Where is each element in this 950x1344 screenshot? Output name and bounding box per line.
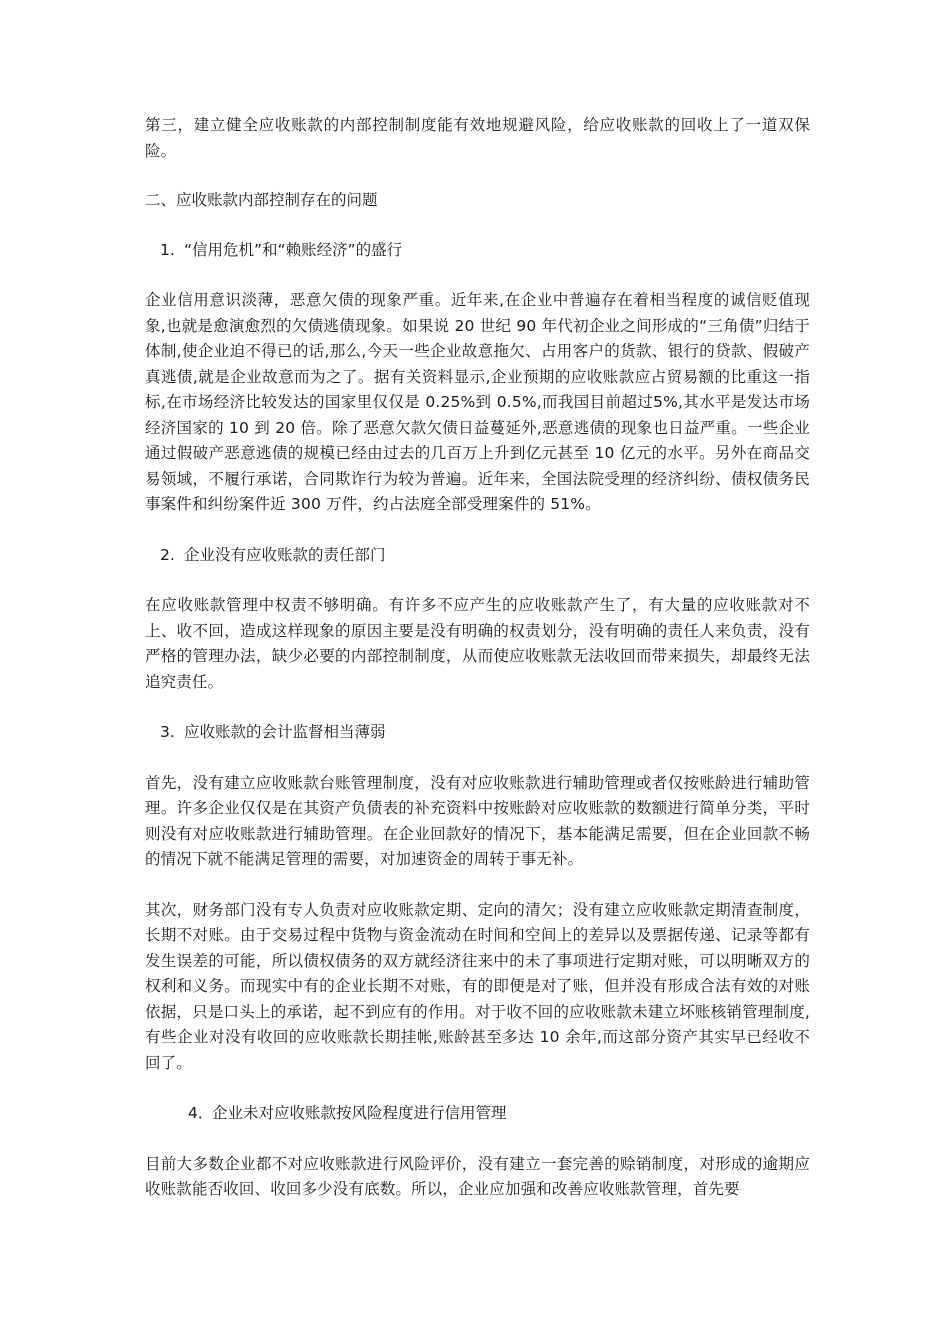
list-title: “信用危机”和“赖账经济”的盛行 — [184, 240, 403, 259]
list-heading-4 — [145, 1101, 810, 1127]
list-number: 1. — [160, 240, 175, 259]
intro-paragraph: 第三，建立健全应收账款的内部控制制度能有效地规避风险，给应收账款的回收上了一道双保险。 — [145, 116, 810, 160]
section-heading: 二、应收账款内部控制存在的问题 — [145, 191, 378, 209]
spacer — [145, 1127, 810, 1152]
body-paragraph: 其次，财务部门没有专人负责对应收账款定期、定向的清欠；没有建立应收账款定期清查制度，长期不对账。由于交易过程中货物与资金流动在时间和空间上的差异以及票据传递、记录等都有发生误差的可能，所以债权债务的双方就经济往来中的未了事项进行定期对账，可以明晰双方的权利和义务。而现实中有的企业长期不对账，有的即便是对了账，但并没有形成合法有效的对账依据，只是口头上的承诺，起不到应有的作用。对于收不回的应收账款未建立坏账核销管理制度,有些企业对没有收回的应收账款长期挂帐,账龄甚至多达 10 余年,而这部分资产其实早已经收不回了。 — [145, 900, 810, 1072]
spacer — [145, 1076, 810, 1101]
spacer — [145, 263, 810, 288]
spacer — [145, 695, 810, 720]
list-number: 4． — [188, 1104, 214, 1122]
spacer — [145, 568, 810, 593]
spacer — [145, 873, 810, 898]
list-title: 企业未对应收账款按风险程度进行信用管理 — [212, 1104, 507, 1122]
body-paragraph: 首先，没有建立应收账款台账管理制度，没有对应收账款进行辅助管理或者仅按账龄进行辅助管理。许多企业仅仅是在其资产负债表的补充资料中按账龄对应收账款的数额进行简单分类，平时则没有对应收账款进行辅助管理。在企业回款好的情况下，基本能满足需要，但在企业回款不畅的情况下就不能满足管理的需要，对加速资金的周转于事无补。 — [145, 773, 810, 868]
document-page — [145, 113, 810, 1203]
list-heading-3 — [145, 720, 810, 746]
list-heading-1 — [145, 238, 810, 264]
list-heading-2 — [145, 543, 810, 569]
list-number: 3. — [160, 723, 175, 741]
body-paragraph: 企业信用意识淡薄，恶意欠债的现象严重。近年来,在企业中普遍存在着相当程度的诚信贬值现象,也就是愈演愈烈的欠债逃债现象。如果说 20 世纪 90 年代初企业之间形成的“三角债”归结于体制,使企业迫不得已的话,那么,今天一些企业故意拖欠、占用客户的货款、银行的贷款、假破产真逃债,就是企业故意而为之了。据有关资料显示,企业预期的应收账款应占贸易额的比重这一指标,在市场经济比较发达的国家里仅仅是 0.25%到 0.5%,而我国目前超过5%,其水平是发达市场经济国家的 10 到 20 倍。除了恶意欠款欠债日益蔓延外,恶意逃债的现象也日益严重。一些企业通过假破产恶意逃债的规模已经由过去的几百万上升到亿元甚至 10 亿元的水平。另外在商品交易领域，不履行承诺，合同欺诈行为较为普遍。近年来，全国法院受理的经济纠纷、债权债务民事案件和纠纷案件近 300 万件，约占法庭全部受理案件的 51%。 — [145, 291, 810, 513]
list-title: 应收账款的会计监督相当薄弱 — [184, 723, 386, 741]
spacer — [145, 518, 810, 543]
list-title: 企业没有应收账款的责任部门 — [184, 545, 386, 564]
spacer — [145, 746, 810, 771]
spacer — [145, 214, 810, 238]
list-number: 2. — [160, 545, 175, 564]
body-paragraph: 在应收账款管理中权责不够明确。有许多不应产生的应收账款产生了，有大量的应收账款对不上、收不回，造成这样现象的原因主要是没有明确的权责划分，没有明确的责任人来负责，没有严格的管理办法，缺少必要的内部控制制度，从而使应收账款无法收回而带来损失，却最终无法追究责任。 — [145, 596, 810, 691]
body-paragraph: 目前大多数企业都不对应收账款进行风险评价，没有建立一套完善的赊销制度，对形成的逾期应收账款能否收回、收回多少没有底数。所以，企业应加强和改善应收账款管理，首先要 — [145, 1154, 810, 1198]
spacer — [145, 164, 810, 188]
